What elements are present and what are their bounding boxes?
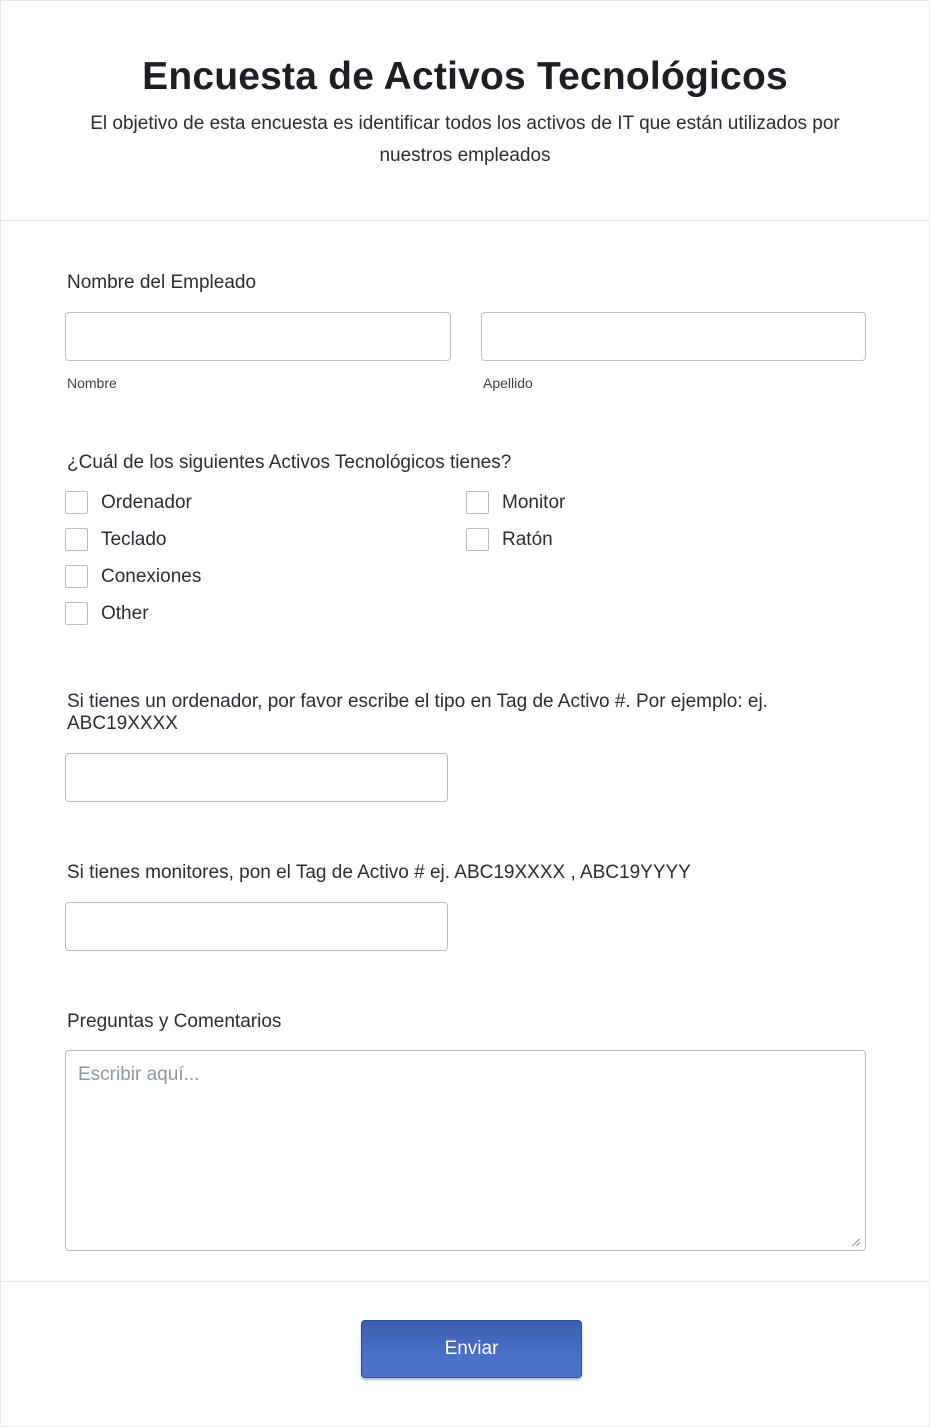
footer-divider [1, 1281, 929, 1282]
last-name-input[interactable] [481, 312, 866, 361]
page-title: Encuesta de Activos Tecnológicos [142, 55, 788, 98]
checkbox-option-ordenador[interactable] [65, 490, 192, 515]
checkbox-label: Conexiones [101, 565, 202, 587]
comments-label: Preguntas y Comentarios [67, 1011, 282, 1032]
first-name-sublabel: Nombre [67, 375, 117, 391]
checkbox-label: Other [101, 602, 149, 624]
assets-question-label: ¿Cuál de los siguientes Activos Tecnológicos tienes? [67, 452, 512, 473]
computer-tag-input[interactable] [65, 753, 448, 802]
computer-tag-label: Si tienes un ordenador, por favor escribe el tipo en Tag de Activo #. Por ejemplo: ej. ABC19XXXX [67, 691, 768, 734]
checkbox[interactable] [466, 528, 489, 551]
checkbox[interactable] [65, 528, 88, 551]
checkbox-option-monitor[interactable] [466, 490, 565, 515]
comments-textarea[interactable] [65, 1050, 866, 1251]
checkbox-label: Ordenador [101, 491, 192, 513]
checkbox[interactable] [466, 491, 489, 514]
monitor-tag-label: Si tienes monitores, pon el Tag de Activo # ej. ABC19XXXX , ABC19YYYY [67, 862, 691, 883]
checkbox-label: Ratón [502, 528, 553, 550]
resize-handle-icon[interactable] [852, 1238, 860, 1246]
checkbox[interactable] [65, 491, 88, 514]
first-name-input[interactable] [65, 312, 451, 361]
checkbox[interactable] [65, 565, 88, 588]
checkbox-option-other[interactable] [65, 601, 149, 626]
checkbox[interactable] [65, 602, 88, 625]
employee-name-label: Nombre del Empleado [67, 272, 257, 293]
monitor-tag-input[interactable] [65, 902, 448, 951]
submit-button[interactable]: Enviar [361, 1320, 582, 1378]
checkbox-label: Teclado [101, 528, 167, 550]
last-name-sublabel: Apellido [483, 375, 533, 391]
form-header [1, 1, 929, 221]
checkbox-option-conexiones[interactable] [65, 564, 201, 589]
page-subtitle: El objetivo de esta encuesta es identificar todos los activos de IT que están utilizados por nuestros empleados [90, 113, 840, 166]
checkbox-option-teclado[interactable] [65, 527, 167, 552]
checkbox-option-raton[interactable] [466, 527, 553, 552]
checkbox-label: Monitor [502, 491, 566, 513]
